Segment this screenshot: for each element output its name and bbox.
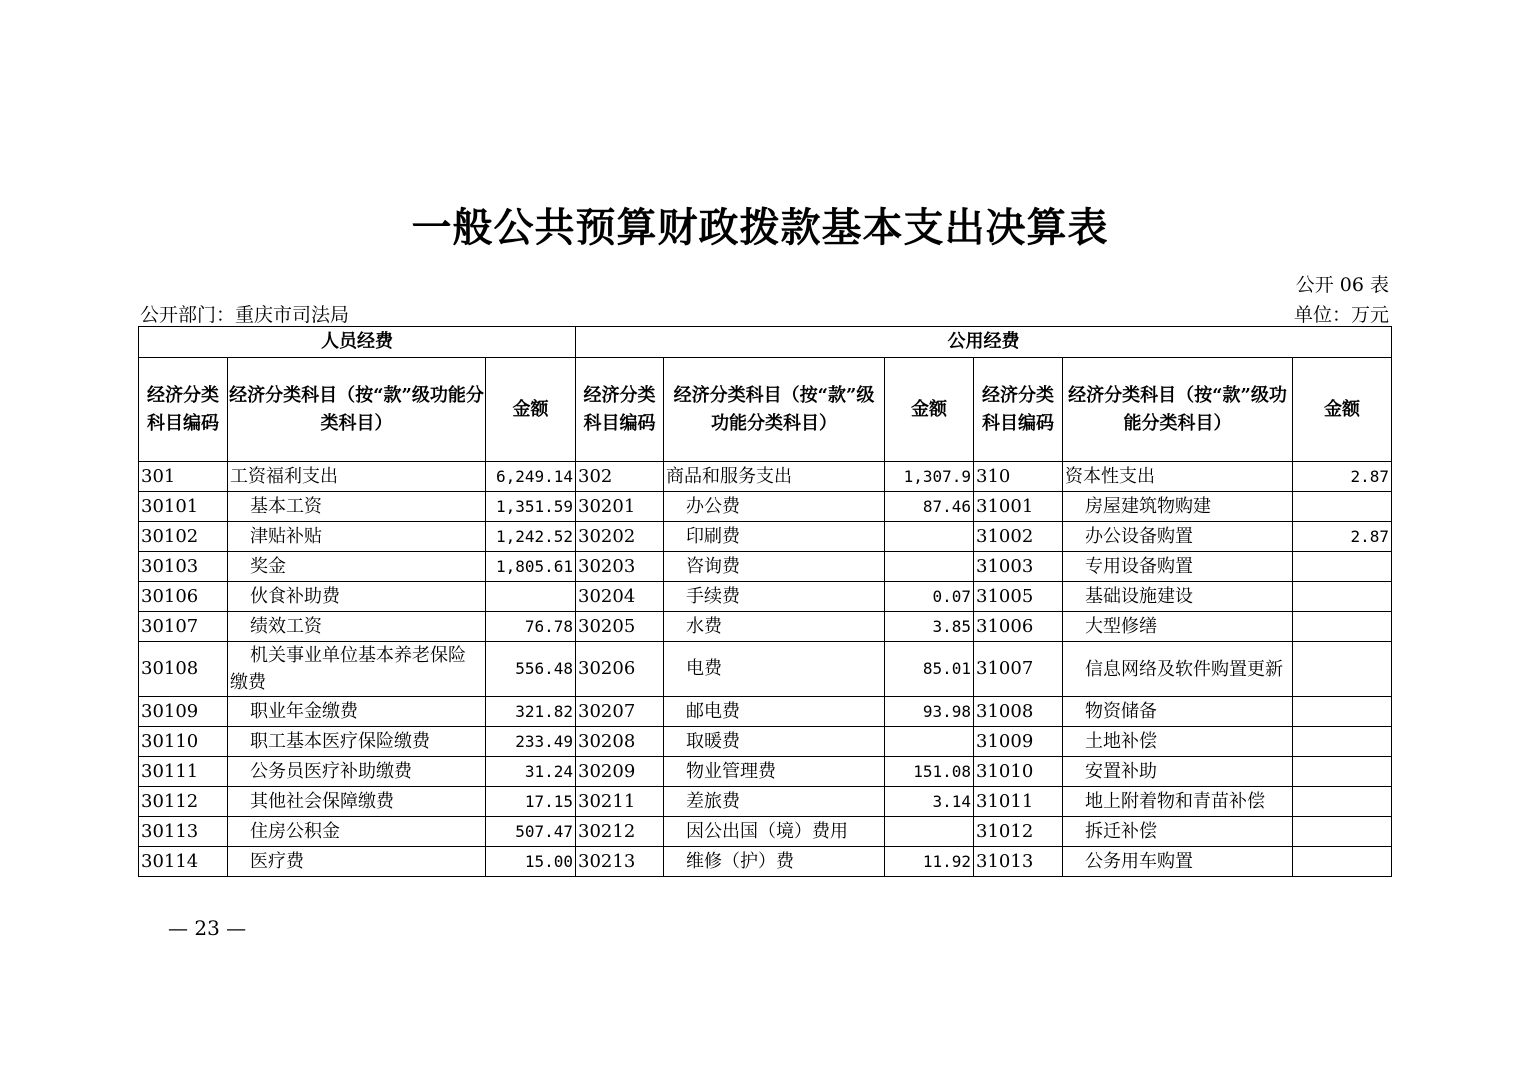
table-row	[139, 642, 1392, 697]
code-cell: 31006	[974, 612, 1063, 642]
table-row	[139, 492, 1392, 522]
code-cell: 30107	[139, 612, 228, 642]
code-cell: 30204	[576, 582, 664, 612]
table-row	[139, 462, 1392, 492]
amount-cell: 3.85	[885, 612, 974, 642]
item-name-cell: 取暖费	[664, 727, 885, 757]
code-cell: 30212	[576, 817, 664, 847]
code-cell: 30103	[139, 552, 228, 582]
code-cell: 302	[576, 462, 664, 492]
item-name-cell: 基本工资	[228, 492, 486, 522]
code-cell: 31013	[974, 847, 1063, 877]
item-name-cell: 资本性支出	[1063, 462, 1293, 492]
table-row	[139, 522, 1392, 552]
code-cell: 30112	[139, 787, 228, 817]
code-cell: 31008	[974, 697, 1063, 727]
amount-cell: 11.92	[885, 847, 974, 877]
item-name-cell: 电费	[664, 642, 885, 697]
code-header: 经济分类科目编码	[974, 358, 1063, 462]
amount-cell	[1293, 817, 1392, 847]
code-cell: 31011	[974, 787, 1063, 817]
amount-cell	[1293, 552, 1392, 582]
code-cell: 30203	[576, 552, 664, 582]
amount-cell: 87.46	[885, 492, 974, 522]
code-cell: 30110	[139, 727, 228, 757]
amount-header: 金额	[1293, 358, 1392, 462]
code-cell: 31012	[974, 817, 1063, 847]
amount-header: 金额	[486, 358, 576, 462]
item-name-cell: 邮电费	[664, 697, 885, 727]
table-row	[139, 612, 1392, 642]
item-name-cell: 物业管理费	[664, 757, 885, 787]
item-name-cell: 安置补助	[1063, 757, 1293, 787]
item-name-cell: 职工基本医疗保险缴费	[228, 727, 486, 757]
amount-cell	[1293, 847, 1392, 877]
amount-cell: 31.24	[486, 757, 576, 787]
amount-cell: 3.14	[885, 787, 974, 817]
amount-cell: 15.00	[486, 847, 576, 877]
item-name-cell: 物资储备	[1063, 697, 1293, 727]
code-header: 经济分类科目编码	[139, 358, 228, 462]
code-cell: 30109	[139, 697, 228, 727]
amount-cell	[885, 817, 974, 847]
page-title: 一般公共预算财政拨款基本支出决算表	[411, 204, 1109, 251]
table-row	[139, 847, 1392, 877]
item-name-cell: 专用设备购置	[1063, 552, 1293, 582]
table-body	[139, 462, 1392, 877]
code-cell: 31010	[974, 757, 1063, 787]
amount-cell: 1,351.59	[486, 492, 576, 522]
code-cell: 30106	[139, 582, 228, 612]
code-cell: 31007	[974, 642, 1063, 697]
code-cell: 30102	[139, 522, 228, 552]
amount-cell	[1293, 757, 1392, 787]
code-cell: 30213	[576, 847, 664, 877]
item-name-cell: 绩效工资	[228, 612, 486, 642]
item-name-cell: 商品和服务支出	[664, 462, 885, 492]
amount-cell: 1,805.61	[486, 552, 576, 582]
table-row	[139, 817, 1392, 847]
amount-cell: 93.98	[885, 697, 974, 727]
code-cell: 31005	[974, 582, 1063, 612]
amount-cell	[1293, 787, 1392, 817]
amount-cell	[1293, 697, 1392, 727]
amount-cell: 2.87	[1293, 462, 1392, 492]
item-name-cell: 差旅费	[664, 787, 885, 817]
item-name-cell: 其他社会保障缴费	[228, 787, 486, 817]
item-name-cell: 奖金	[228, 552, 486, 582]
code-cell: 30205	[576, 612, 664, 642]
item-name-cell: 因公出国（境）费用	[664, 817, 885, 847]
amount-cell: 507.47	[486, 817, 576, 847]
item-name-cell: 住房公积金	[228, 817, 486, 847]
amount-cell: 1,307.9	[885, 462, 974, 492]
code-cell: 31009	[974, 727, 1063, 757]
item-name-cell: 办公费	[664, 492, 885, 522]
amount-cell	[1293, 582, 1392, 612]
item-name-cell: 信息网络及软件购置更新	[1063, 642, 1293, 697]
code-cell: 30113	[139, 817, 228, 847]
public-group-header: 公用经费	[576, 327, 1392, 358]
amount-cell: 2.87	[1293, 522, 1392, 552]
expenditure-table	[138, 326, 1392, 877]
code-cell: 30101	[139, 492, 228, 522]
item-name-cell: 公务用车购置	[1063, 847, 1293, 877]
item-name-cell: 土地补偿	[1063, 727, 1293, 757]
item-name-cell: 机关事业单位基本养老保险缴费	[228, 642, 486, 697]
item-name-cell: 公务员医疗补助缴费	[228, 757, 486, 787]
code-cell: 30206	[576, 642, 664, 697]
code-cell: 30209	[576, 757, 664, 787]
amount-cell: 556.48	[486, 642, 576, 697]
code-header: 经济分类科目编码	[576, 358, 664, 462]
code-cell: 30202	[576, 522, 664, 552]
form-number: 公开 06 表	[1295, 274, 1389, 296]
amount-cell	[486, 582, 576, 612]
code-cell: 31003	[974, 552, 1063, 582]
table-row	[139, 552, 1392, 582]
code-cell: 30111	[139, 757, 228, 787]
code-cell: 310	[974, 462, 1063, 492]
table-row	[139, 582, 1392, 612]
column-header-row	[139, 358, 1392, 462]
amount-cell	[885, 727, 974, 757]
amount-cell: 1,242.52	[486, 522, 576, 552]
amount-cell: 85.01	[885, 642, 974, 697]
name-header: 经济分类科目（按“款”级功能分类科目）	[664, 358, 885, 462]
item-name-cell: 大型修缮	[1063, 612, 1293, 642]
name-header: 经济分类科目（按“款”级功能分类科目）	[1063, 358, 1293, 462]
item-name-cell: 手续费	[664, 582, 885, 612]
personnel-group-header: 人员经费	[139, 327, 576, 358]
group-header-row	[139, 327, 1392, 358]
item-name-cell: 职业年金缴费	[228, 697, 486, 727]
item-name-cell: 办公设备购置	[1063, 522, 1293, 552]
item-name-cell: 水费	[664, 612, 885, 642]
code-cell: 30211	[576, 787, 664, 817]
amount-cell	[1293, 612, 1392, 642]
item-name-cell: 印刷费	[664, 522, 885, 552]
amount-cell: 321.82	[486, 697, 576, 727]
item-name-cell: 拆迁补偿	[1063, 817, 1293, 847]
table-row	[139, 787, 1392, 817]
name-header: 经济分类科目（按“款”级功能分类科目）	[228, 358, 486, 462]
table-row	[139, 727, 1392, 757]
amount-cell: 233.49	[486, 727, 576, 757]
item-name-cell: 房屋建筑物购建	[1063, 492, 1293, 522]
amount-cell	[885, 552, 974, 582]
amount-cell: 0.07	[885, 582, 974, 612]
item-name-cell: 维修（护）费	[664, 847, 885, 877]
item-name-cell: 基础设施建设	[1063, 582, 1293, 612]
table-row	[139, 757, 1392, 787]
amount-cell	[885, 522, 974, 552]
code-cell: 301	[139, 462, 228, 492]
amount-cell: 151.08	[885, 757, 974, 787]
code-cell: 31001	[974, 492, 1063, 522]
code-cell: 30201	[576, 492, 664, 522]
item-name-cell: 伙食补助费	[228, 582, 486, 612]
unit-label: 单位：万元	[1293, 304, 1389, 326]
amount-header: 金额	[885, 358, 974, 462]
amount-cell	[1293, 727, 1392, 757]
amount-cell	[1293, 492, 1392, 522]
department-label: 公开部门：重庆市司法局	[140, 304, 350, 326]
amount-cell: 6,249.14	[486, 462, 576, 492]
page-number: — 23 —	[168, 916, 247, 940]
item-name-cell: 咨询费	[664, 552, 885, 582]
item-name-cell: 津贴补贴	[228, 522, 486, 552]
amount-cell: 17.15	[486, 787, 576, 817]
item-name-cell: 工资福利支出	[228, 462, 486, 492]
code-cell: 30108	[139, 642, 228, 697]
code-cell: 30114	[139, 847, 228, 877]
code-cell: 30208	[576, 727, 664, 757]
amount-cell	[1293, 642, 1392, 697]
table-row	[139, 697, 1392, 727]
item-name-cell: 医疗费	[228, 847, 486, 877]
code-cell: 30207	[576, 697, 664, 727]
code-cell: 31002	[974, 522, 1063, 552]
item-name-cell: 地上附着物和青苗补偿	[1063, 787, 1293, 817]
amount-cell: 76.78	[486, 612, 576, 642]
